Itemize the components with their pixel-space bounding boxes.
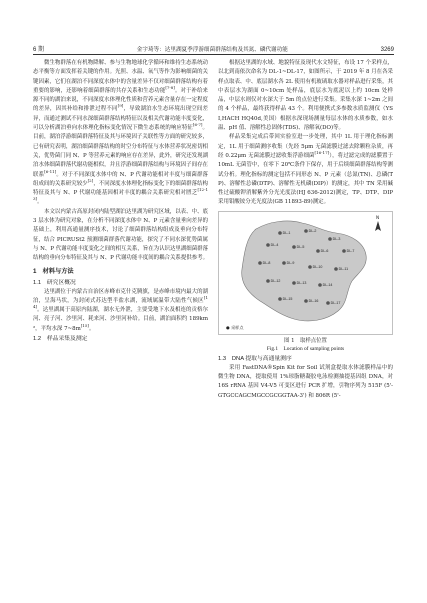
- sampling-map: [218, 211, 393, 335]
- issue-number: 6 期: [33, 47, 45, 53]
- sampling-point-label: DL-7: [346, 248, 355, 253]
- header-rule: [33, 54, 394, 55]
- legend-label: ● 采样点: [226, 324, 244, 330]
- sampling-point-marker: [266, 279, 270, 283]
- sampling-point-label: DL-3: [332, 236, 341, 241]
- figure-caption-cn: 图 1 取样点位置: [284, 337, 327, 344]
- sampling-point-marker: [326, 301, 330, 305]
- sampling-point-label: DL-12: [270, 278, 281, 283]
- study-area-paragraph: 达里湖位于内蒙古自治区赤峰市克什克腾旗，是赤峰市境内最大的湖泊，呈海马状，为封闭式苏达型半盐水湖，流域属温带大陆性气候区[14]。达里湖属于高原内陆湖，湖水无外泄，主要受地下水及相连的贡格尔河、亮子河、沙里河、耗来河、沙里河补给。目前，湖泊面积约 189km²，平均水深 7~8m[15]。: [33, 288, 208, 332]
- sampling-point-marker: [282, 261, 286, 265]
- sampling-point-marker: [292, 281, 296, 285]
- dna-paragraph: 采用 FastDNA®Spin Kit for Soil 试剂盒提取水体滤膜样品中的微生物 DNA，提取使用 1%琼脂糖凝胶电泳检测抽提基因组 DNA，对 16S rRNA 基因 V4-V5 可变区进行 PCR 扩增，引物序列为 515F (5'-GTGCCAGCMGCCGCGGTAA-3') 和 806R (5'-: [218, 364, 393, 399]
- section-heading-1-1: 1.1 研究区概况: [33, 279, 76, 286]
- section-heading-1-2: 1.2 样品采集及测定: [33, 336, 88, 343]
- sampling-point-label: DL-6: [320, 248, 329, 253]
- sampling-paragraph: 根据达里湖的水域、地貌特征及现代水文特征，布设 17 个采样点，以北到南依次命名为 DL-1~DL-17，如图所示，于 2019 年 8 月在各采样点取表、中、底层湖水各 2L 使用有机玻璃取水器对样品进行采集，其中表层水为湖面 0~10cm 处样品，底层水为底泥以上约 10cm 处样品，中层水则仅对水深大于 5m 的点位进行采集。采集水深 1~2m 之间的 4 个样品，最终获得样品 43 个。利用便携式多参数水质监测仪（YSI,HACH HQ40d,美国）根据水深现场测量每层水体的水质参数，如水温、pH 值、溶解性总固体(TDS)、溶解氧(DO)等。: [218, 60, 393, 132]
- north-label: N: [376, 214, 380, 220]
- intro-paragraph-2: 本文以内蒙古高原封闭内陆型湖泊达里湖为研究区域，以表、中、底 3 层水体为研究对象，在分析不同深度水体中 N、P 元素含量垂向差异的基础上，利用高通量测序技术，讨论了细菌群落结构组成及垂向分布特征，结合 PICRUSt2 预测细菌群落代谢功能，探究了不同水深优势菌属与 N、P 代谢功能丰度变化之间的相互关系，旨在为认识达里湖细菌群落结构的垂向分布特征及其与 N、P 代谢功能丰度间的耦合关系提供参考。: [33, 208, 209, 262]
- sampling-point-marker: [318, 283, 322, 287]
- sampling-point-marker: [308, 265, 312, 269]
- sampling-point-marker: [316, 249, 320, 253]
- intro-paragraph-1: 微生物群落在有机物降解、参与生物地球化学循环和维持生态系统动态平衡等方面发挥着关键的作用。光照、水温、氧气等作为影响细菌的关键因素，它们在湖泊不同深度水体中的含量差异不仅对细菌群落结构有着重要的影响，还影响着细菌群落的共存关系和生态功能[7-8]。对于补给来源不同的湖泊来说，不同深度水体理化性质和营养元素含量存在一定程度的差异，因其补给和排泄过程不同[9]，导致湖泊水生态环境出现空间差异，而通过测试不同水深细菌群落结构特征以及相关代谢功能丰度变化，可以分析湖泊垂向水体理化指标变化情况下微生态系统的响应特征[6-7]。目前，湖泊浮游细菌群落特征及其与环境因子关联性等方面的研究较多，已有研究表明，湖泊细菌群落结构的时空分布特征与水体营养状况密切相关，优势菌门同 N、P 等营养元素的响应存在差异，此外，研究还发现湖泊水体细菌群落代谢功能相似，并且浮游细菌群落结构与环境因子间存在联系[6-11]。对于不同深度水体中的 N、P 代谢功能相对丰度与细菌群落组成间的关系研究较少[2]，不同深度水体理化指标变化下的细菌群落结构特征及其与 N、P 代谢功能基因相对丰度的耦合关系研究相对匮乏[12-13]。: [33, 60, 209, 206]
- figure-caption-en: Fig.1 Location of sampling points: [266, 346, 345, 353]
- sampling-point-marker: [304, 299, 308, 303]
- sampling-point-label: DL-8: [262, 260, 271, 265]
- sampling-point-marker: [258, 261, 262, 265]
- sampling-point-marker: [304, 229, 308, 233]
- sampling-point-marker: [342, 249, 346, 253]
- sampling-point-label: DL-13: [296, 280, 307, 285]
- sampling-point-label: DL-11: [338, 266, 349, 271]
- sampling-point-marker: [328, 237, 332, 241]
- sampling-point-label: DL-17: [330, 300, 341, 305]
- sampling-point-marker: [266, 243, 270, 247]
- sampling-map-figure: [218, 211, 393, 335]
- right-column: [218, 59, 393, 401]
- sampling-point-label: DL-4: [270, 242, 279, 247]
- sampling-point-marker: [278, 231, 282, 235]
- page-number: 3269: [380, 47, 394, 53]
- sampling-point-marker: [334, 267, 338, 271]
- running-title: 金宇琦等：达里湖夏季浮游细菌群落结构及其氮、磷代谢功能: [136, 47, 288, 53]
- sampling-point-label: DL-15: [282, 296, 293, 301]
- left-column: [33, 59, 208, 344]
- sampling-point-label: DL-14: [322, 282, 333, 287]
- running-header: [33, 41, 394, 53]
- sampling-point-label: DL-10: [312, 264, 323, 269]
- sampling-point-label: DL-9: [286, 260, 295, 265]
- sampling-point-label: DL-16: [308, 298, 319, 303]
- sampling-point-label: DL-1: [282, 230, 291, 235]
- processing-paragraph: 样品采集完成后带回实验室进一步处理，其中 1L 用于理化指标测定，1L 用于细菌测序收集（先经 5μm 无菌滤膜过滤去除颗粒杂质，再经 0.22μm 无菌滤膜过滤收集浮游细菌[16-17]），将过滤完成的滤膜置于 10mL 无菌管中，在零下 20℃条件下保存，用于后续细菌群落结构等测试分析。理化指标的测定包括不同形态 N、P 元素（总氮(TN)、总磷(TP)、溶解性总磷(DTP)、溶解性无机磷(DIP)）的测定，其中 TN 采用碱性过硫酸钾消解紫外分光光度法(HJ 636-2012)测定，TP、DTP、DIP 采用钼酸铵分光光度法(GB 11893-89)测定。: [218, 134, 393, 206]
- section-heading-1-3: 1.3 DNA 提取与高通量测序: [218, 355, 292, 362]
- sampling-point-label: DL-2: [308, 228, 317, 233]
- sampling-point-marker: [292, 245, 296, 249]
- section-heading-1: 1 材料与方法: [33, 267, 74, 275]
- sampling-point-marker: [278, 297, 282, 301]
- sampling-point-label: DL-5: [296, 244, 305, 249]
